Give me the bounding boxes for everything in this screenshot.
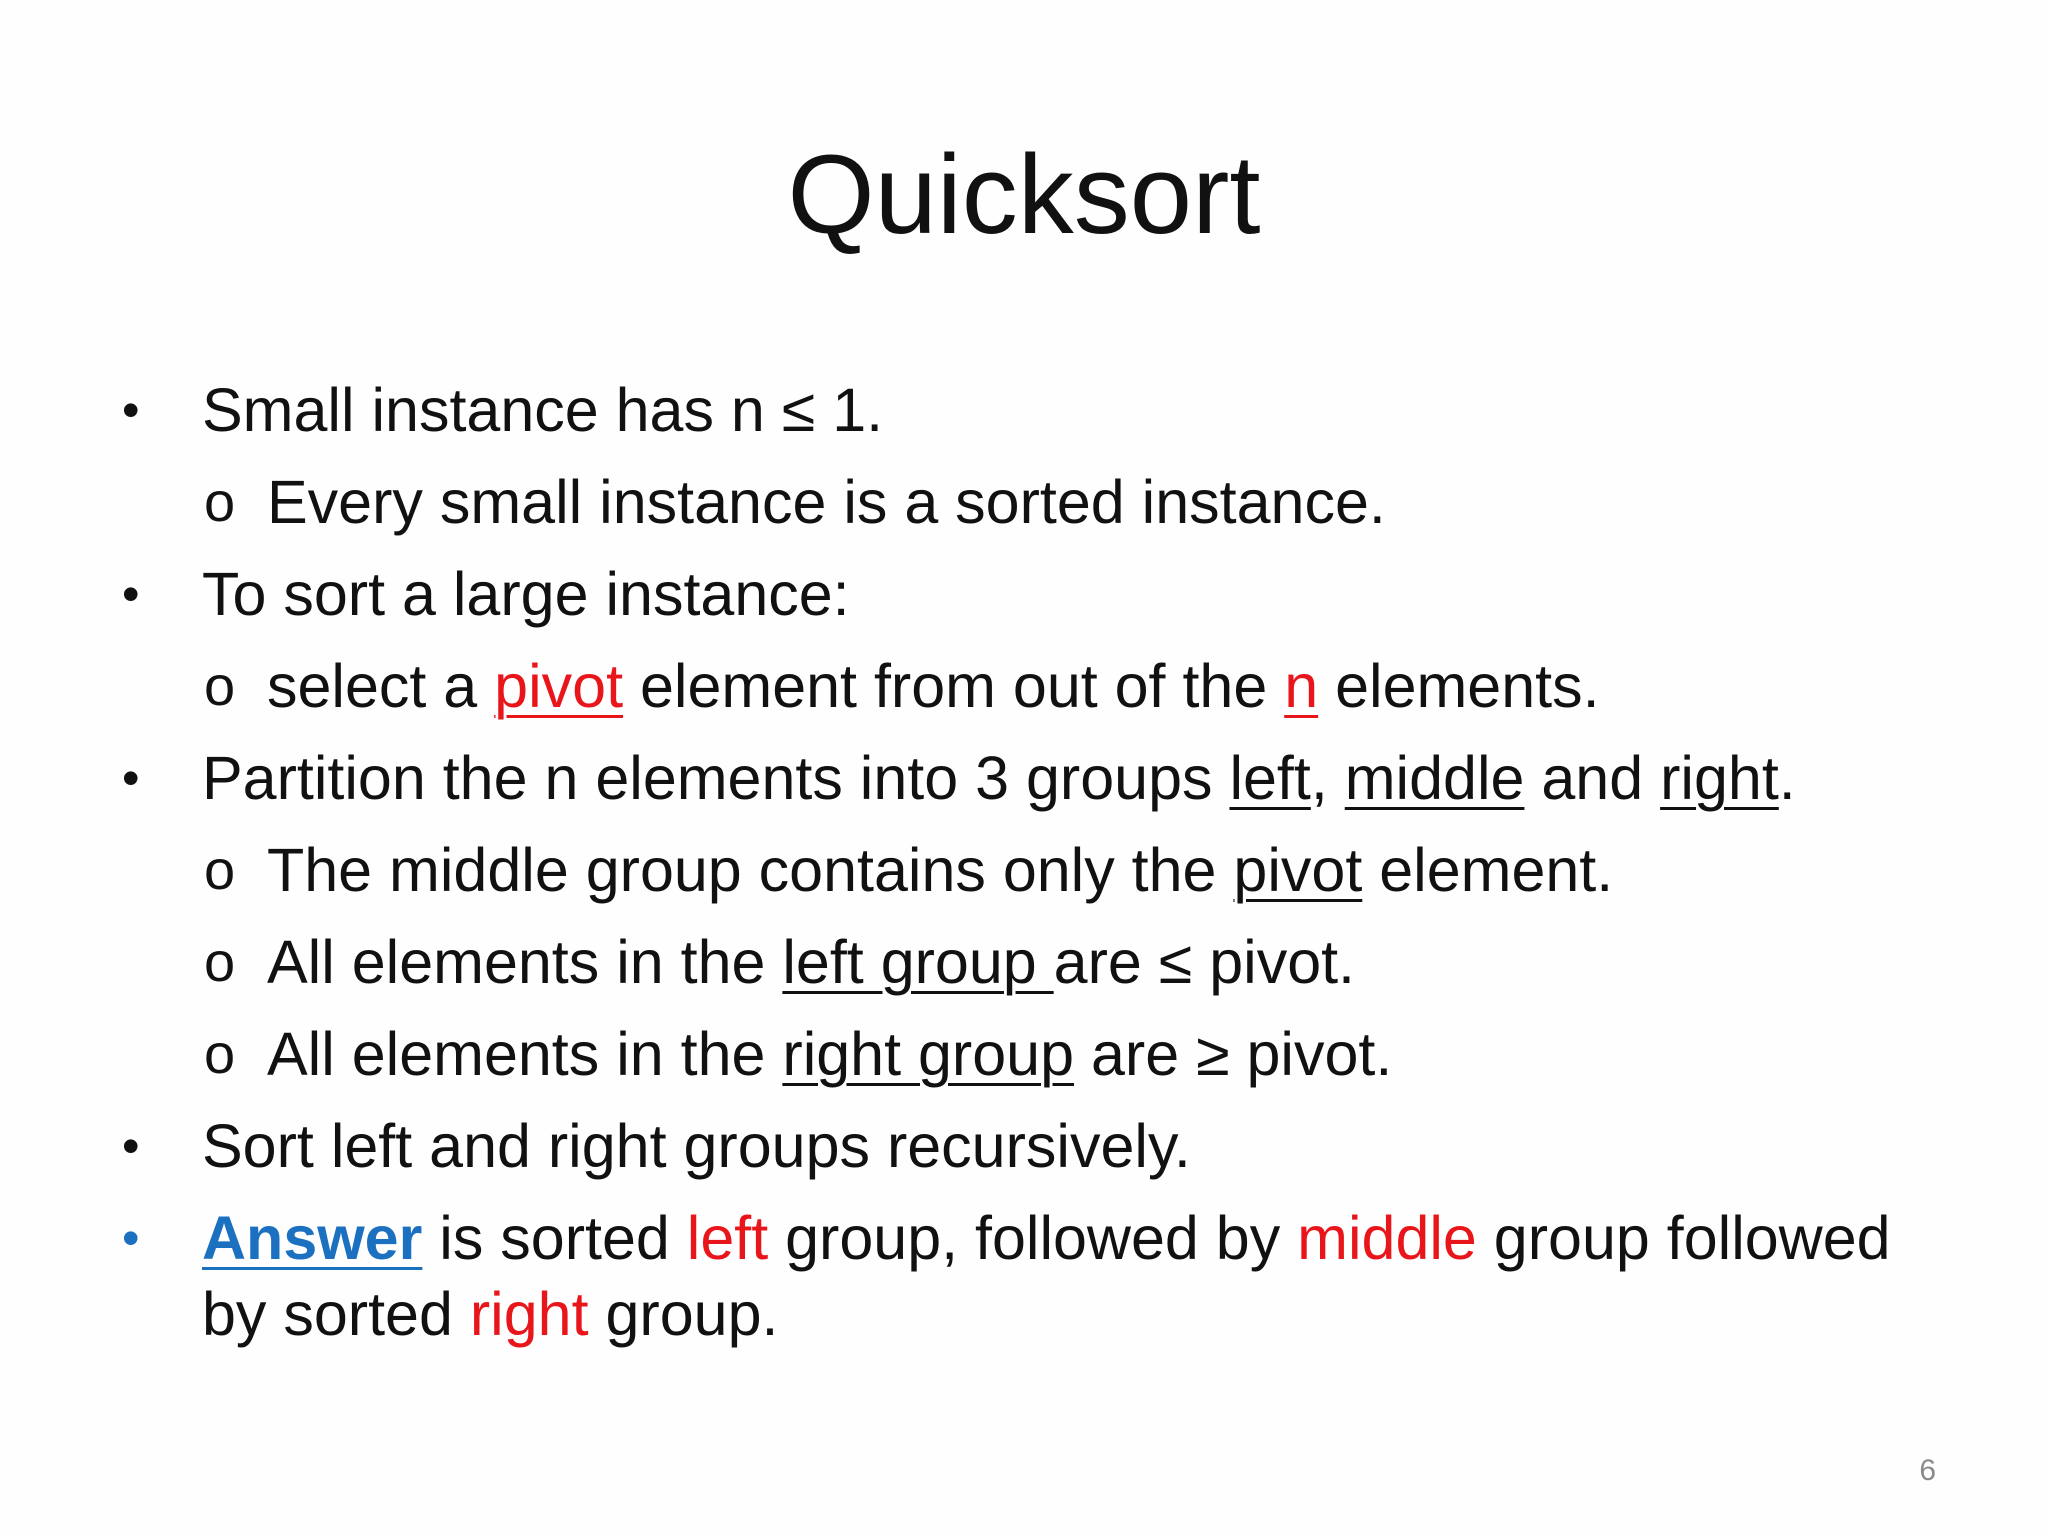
- bullet-marker: •: [122, 382, 140, 438]
- underlined-middle: middle: [1344, 744, 1525, 812]
- text-fragment: All elements in the: [267, 1020, 783, 1088]
- sub-bullet-marker: o: [204, 1022, 236, 1085]
- text-fragment: and: [1524, 744, 1661, 812]
- bullet-answer-line1: [202, 1198, 1891, 1278]
- text-fragment: select a: [267, 652, 495, 720]
- text-fragment: group, followed by: [768, 1204, 1298, 1272]
- text-fragment: All elements in the: [267, 928, 783, 996]
- sub-bullet-sorted-instance: Every small instance is a sorted instance.: [267, 468, 1386, 536]
- text-fragment: group.: [588, 1280, 779, 1348]
- text-fragment: are ≤ pivot.: [1053, 928, 1356, 996]
- text-fragment: .: [1778, 744, 1796, 812]
- bullet-answer-line2: [202, 1274, 778, 1354]
- text-fragment: are ≥ pivot.: [1074, 1020, 1393, 1088]
- text-fragment: is sorted: [422, 1204, 687, 1272]
- text-fragment: element from out of the: [623, 652, 1285, 720]
- underlined-right-group: right group: [782, 1020, 1075, 1088]
- bullet-partition: [202, 738, 1796, 818]
- bullet-small-instance: Small instance has n ≤ 1.: [202, 376, 884, 444]
- bullet-large-instance: To sort a large instance:: [202, 560, 850, 628]
- bullet-sort-recursively: Sort left and right groups recursively.: [202, 1112, 1191, 1180]
- underlined-pivot: pivot: [1233, 836, 1363, 904]
- bullet-marker: •: [122, 566, 140, 622]
- page-number: 6: [1919, 1454, 1936, 1487]
- sub-bullet-right-group: [267, 1014, 1392, 1094]
- underlined-left-group: left group: [782, 928, 1054, 996]
- underlined-left: left: [1229, 744, 1311, 812]
- bullet-marker-blue: •: [122, 1210, 140, 1266]
- highlight-middle: middle: [1297, 1204, 1477, 1272]
- answer-label: Answer: [202, 1204, 423, 1272]
- highlight-left: left: [686, 1204, 769, 1272]
- slide-title: Quicksort: [787, 132, 1261, 257]
- sub-bullet-select-pivot: [267, 646, 1600, 726]
- sub-bullet-marker: o: [204, 654, 236, 717]
- text-fragment: The middle group contains only the: [267, 836, 1234, 904]
- bullet-marker: •: [122, 750, 140, 806]
- highlight-right: right: [469, 1280, 589, 1348]
- highlight-pivot: pivot: [494, 652, 624, 720]
- text-fragment: by sorted: [202, 1280, 470, 1348]
- sub-bullet-left-group: [267, 922, 1355, 1002]
- text-fragment: Partition the n elements into 3 groups: [202, 744, 1230, 812]
- sub-bullet-middle-group: [267, 830, 1613, 910]
- sub-bullet-marker: o: [204, 930, 236, 993]
- sub-bullet-marker: o: [204, 470, 236, 533]
- sub-bullet-marker: o: [204, 838, 236, 901]
- underlined-right: right: [1660, 744, 1779, 812]
- text-fragment: elements.: [1318, 652, 1600, 720]
- text-fragment: ,: [1310, 744, 1345, 812]
- text-fragment: element.: [1362, 836, 1614, 904]
- bullet-marker: •: [122, 1118, 140, 1174]
- text-fragment: group followed: [1476, 1204, 1891, 1272]
- highlight-n: n: [1284, 652, 1319, 720]
